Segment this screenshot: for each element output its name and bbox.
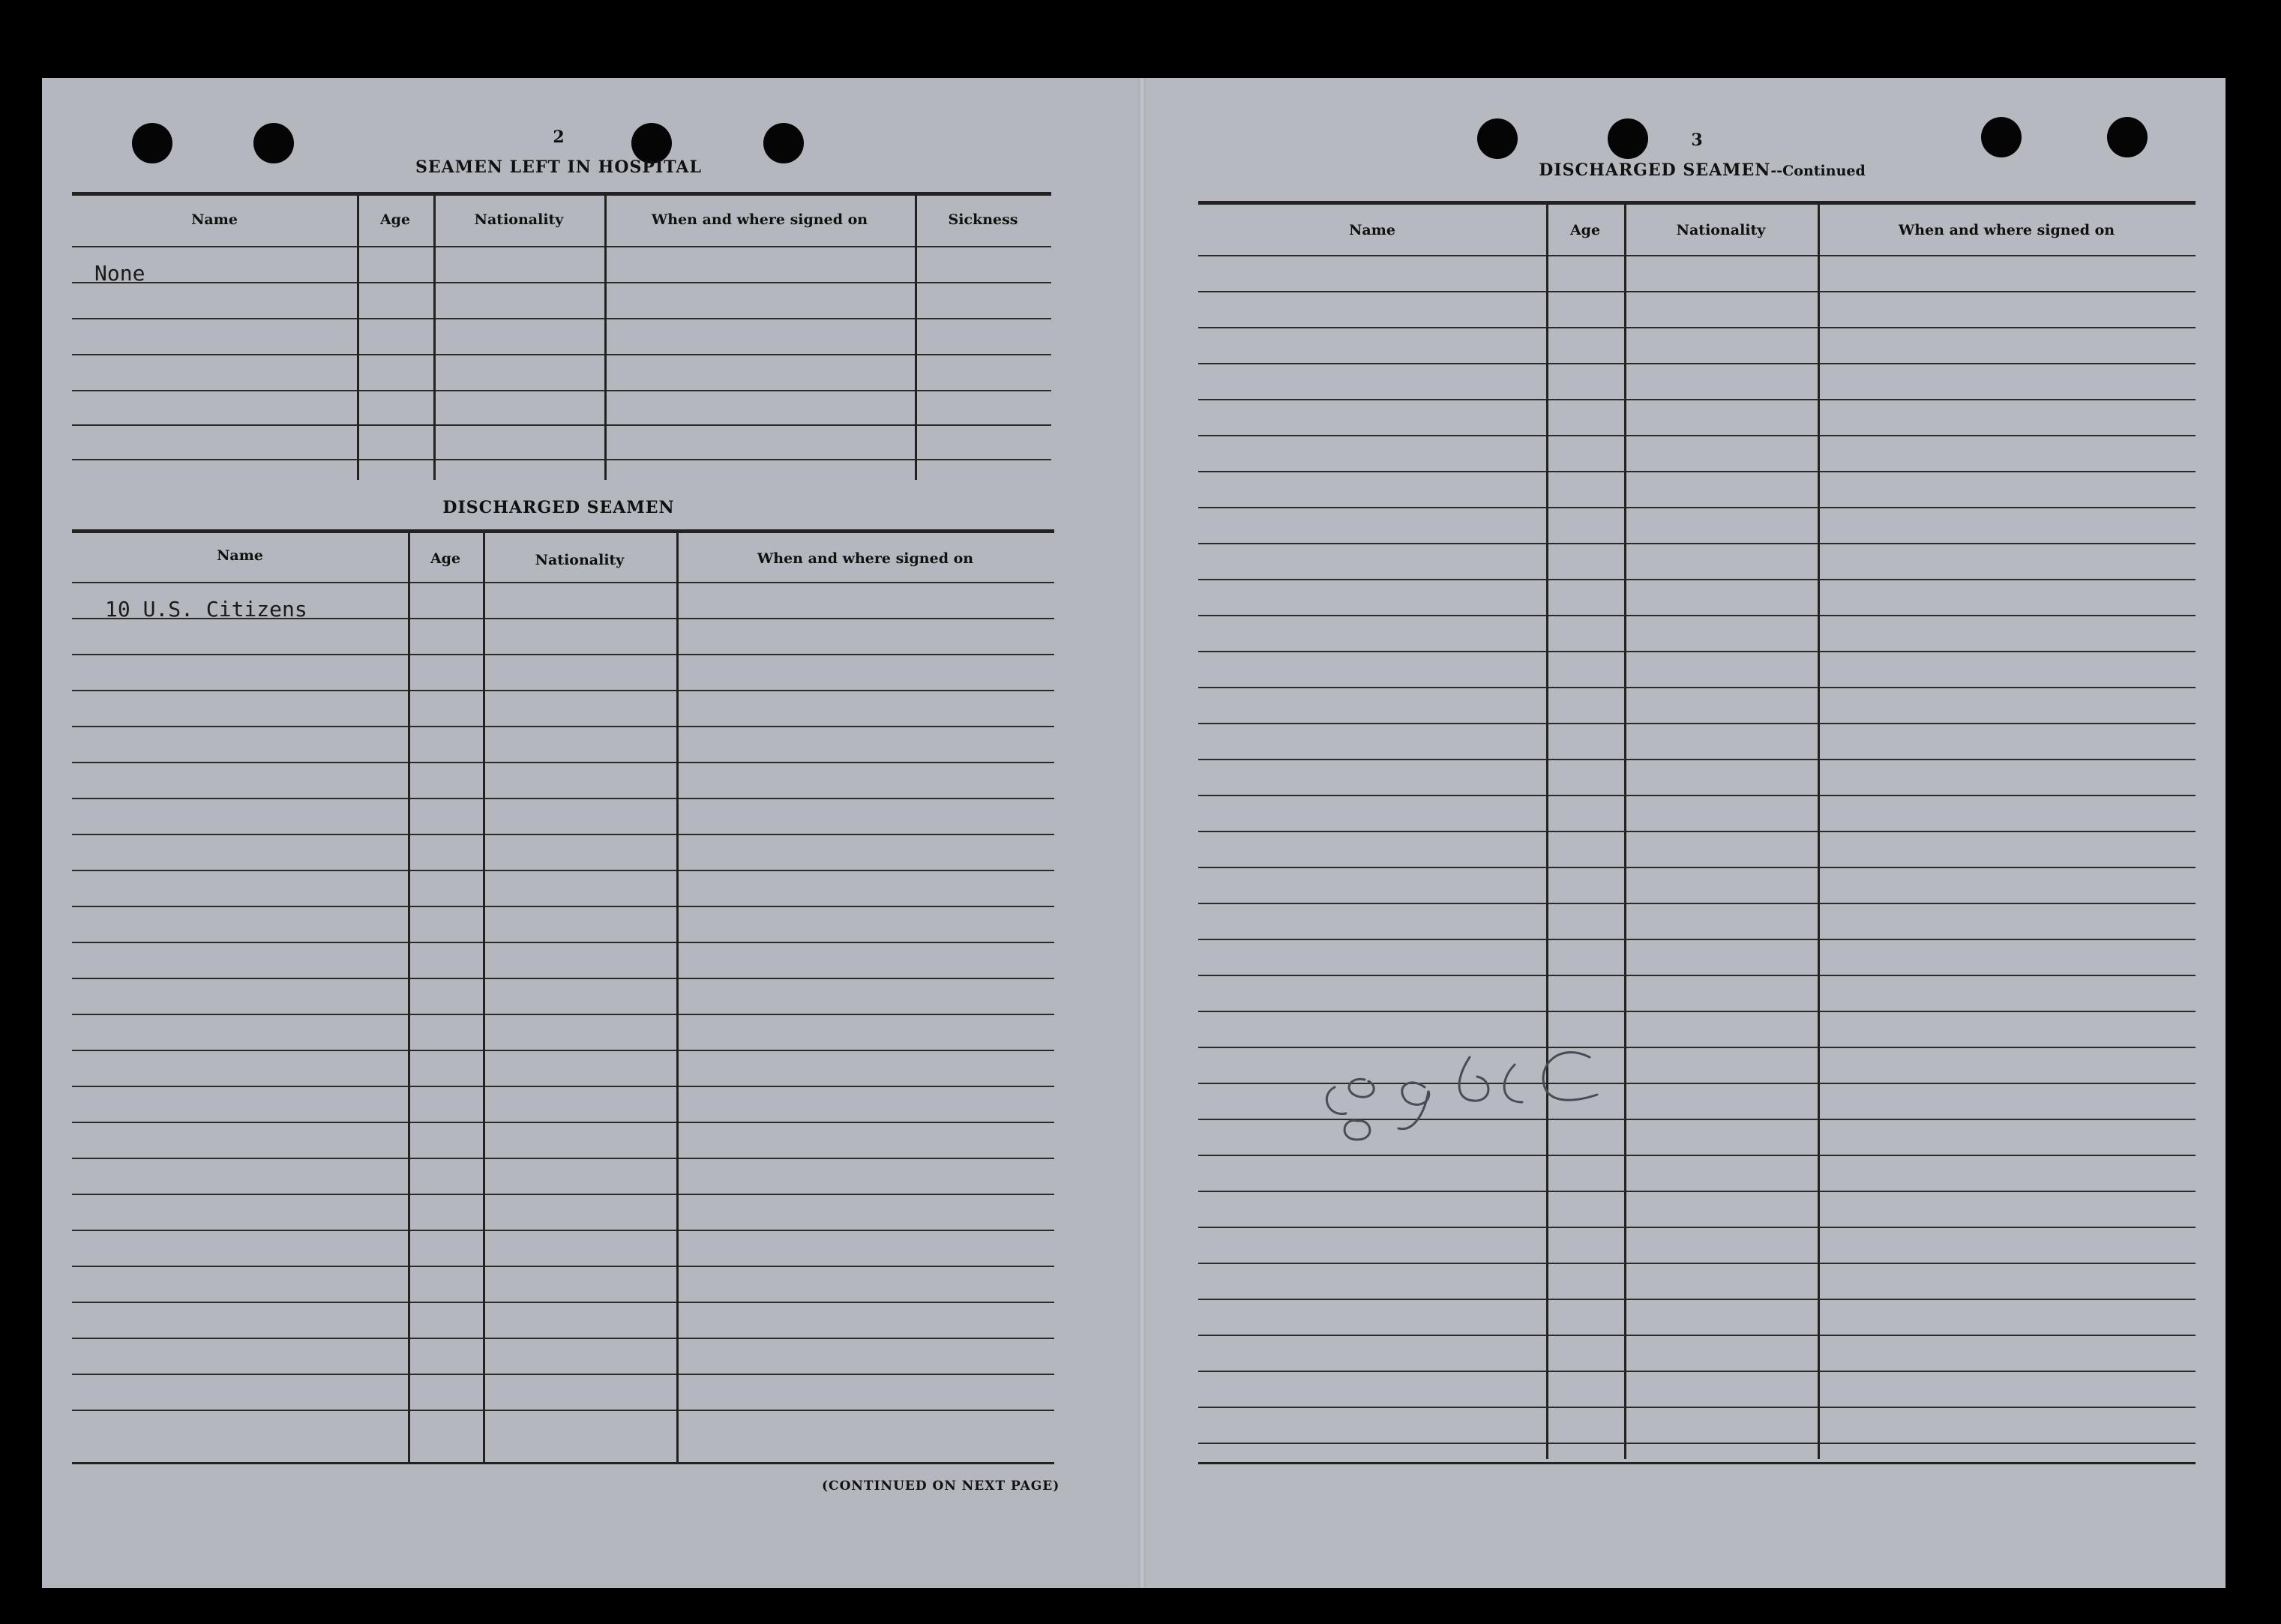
column-header-nationality: Nationality <box>1676 222 1766 238</box>
column-header-nationality: Nationality <box>474 211 564 228</box>
page-number: 3 <box>1691 130 1703 150</box>
hospital-section-title: SEAMEN LEFT IN HOSPITAL <box>415 157 702 177</box>
column-header-age: Age <box>1569 222 1601 238</box>
hospital-table <box>72 192 1051 480</box>
continued-note: (CONTINUED ON NEXT PAGE) <box>822 1479 1060 1494</box>
column-header-sickness: Sickness <box>948 211 1018 228</box>
column-header-nationality: Nationality <box>535 552 625 568</box>
continued-suffix: --Continued <box>1770 163 1866 179</box>
column-header-signed-on: When and where signed on <box>651 211 868 228</box>
column-header-signed-on: When and where signed on <box>1898 222 2115 238</box>
punch-hole <box>1608 118 1648 159</box>
column-header-name: Name <box>217 547 263 564</box>
discharged-table <box>72 529 1054 1476</box>
punch-hole <box>1477 118 1518 159</box>
punch-hole <box>763 123 804 163</box>
discharged-continued-title <box>1515 160 1890 180</box>
page-number: 2 <box>553 127 565 147</box>
column-header-name: Name <box>1349 222 1395 238</box>
discharged-continued-title-main: DISCHARGED SEAMEN <box>1539 160 1771 180</box>
discharged-continued-table <box>1198 201 2196 1470</box>
column-header-age: Age <box>430 550 461 567</box>
punch-hole <box>132 123 172 163</box>
punch-hole <box>253 123 294 163</box>
punch-hole <box>2107 117 2148 157</box>
column-header-age: Age <box>379 211 411 228</box>
page-fold <box>1138 78 1146 1588</box>
handwritten-initials <box>1275 1035 1605 1147</box>
discharged-entry-name: 10 U.S. Citizens <box>105 597 307 622</box>
punch-hole <box>1981 117 2022 157</box>
discharged-section-title: DISCHARGED SEAMEN <box>442 498 675 517</box>
hospital-entry-name: None <box>94 261 145 286</box>
column-header-name: Name <box>191 211 238 228</box>
column-header-signed-on: When and where signed on <box>757 550 974 567</box>
